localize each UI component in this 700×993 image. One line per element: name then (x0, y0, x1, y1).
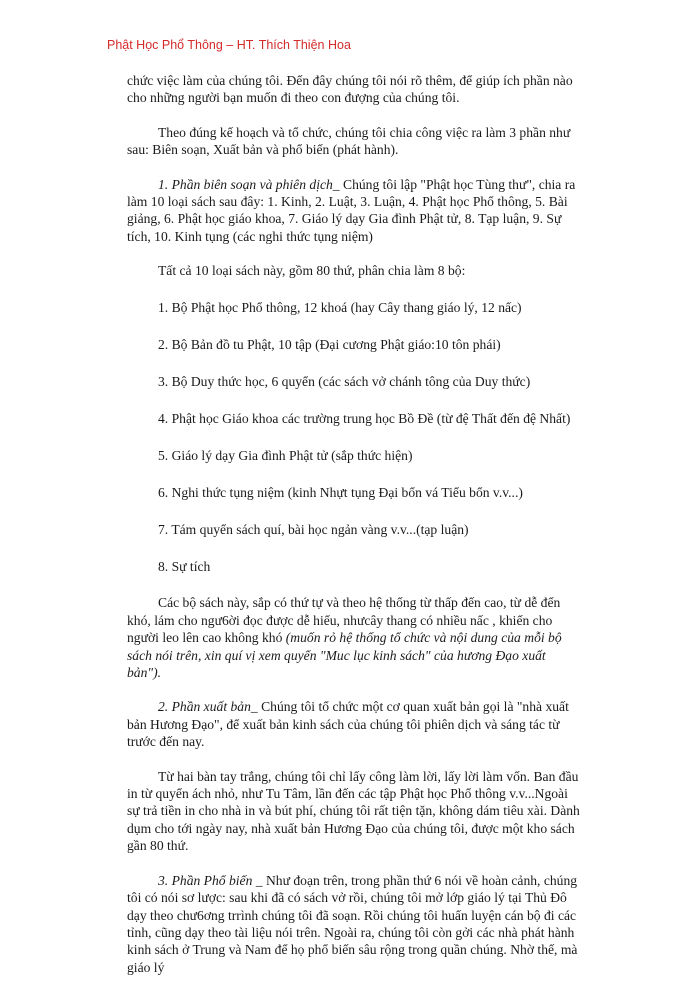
book-order-note: (muốn rỏ hệ thống tổ chức và nội dung của mỗi bộ sách nói trên, xin quí vị xem quyển "Muc lục kinh sách" của hương Đạo xuất bản"). (127, 630, 562, 681)
list-item: 8. Sự tích (158, 558, 211, 574)
list-item: 1. Bộ Phật học Phổ thông, 12 khoá (hay Cây thang giáo lý, 12 nấc) (158, 300, 522, 316)
section-1-heading: 1. Phần biên soạn và phiên dịch_ (158, 176, 340, 192)
paragraph-publishing-history: Từ hai bàn tay trắng, chúng tôi chỉ lấy công làm lời, lấy lời làm vốn. Ban đầu in từ quyển ách nhỏ, như Tu Tâm, lần đến các tập Phật học Phổ thông v.v...Ngoài sự trả tiền in cho nhà in và bút phí, chúng tôi rất tiện tặn, không dám tiêu xài. Dành dụm cho tới ngày nay, nhà xuất bản Hương Đạo của chúng tôi, được một kho sách gần 80 thứ. (127, 768, 580, 854)
paragraph-section-1 (127, 176, 582, 246)
list-item: 6. Nghi thức tụng niệm (kinh Nhựt tụng Đại bổn vá Tiểu bổn v.v...) (158, 484, 523, 500)
section-3-heading: 3. Phần Phổ biến (158, 872, 256, 888)
section-2-heading: 2. Phần xuất bản_ (158, 699, 258, 715)
paragraph-continuation: chức việc làm của chúng tôi. Đến đây chúng tôi nói rõ thêm, để giúp ích phần nào cho những người bạn muốn đi theo con đượng của chúng tôi. (127, 73, 573, 106)
list-item: 7. Tám quyển sách quí, bài học ngản vàng v.v...(tạp luận) (158, 521, 469, 537)
section-1-text: Chúng tôi lập "Phật học Tùng thư", chia ra làm 10 loại sách sau đây: 1. Kinh, 2. Luật, 3. Luận, 4. Phật học Phổ thông, 5. Bài giảng, 6. Phật học giáo khoa, 7. Giáo lý dạy Gia đình Phật tử, 8. Tạp luận, 9. Sự tích, 10. Kinh tụng (các nghi thức tụng niệm) (127, 176, 576, 244)
paragraph-book-order (127, 594, 582, 681)
paragraph-plan: Theo đúng kế hoạch và tổ chức, chúng tôi chia công việc ra làm 3 phần như sau: Biên soạn, Xuất bản và phổ biến (phát hành). (127, 124, 571, 158)
paragraph-section-2 (127, 698, 582, 750)
page-header: Phật Học Phổ Thông – HT. Thích Thiện Hoa (107, 38, 351, 52)
list-item: 2. Bộ Bản đồ tu Phật, 10 tập (Đại cương Phật giáo:10 tôn phái) (158, 337, 501, 353)
book-order-text: Các bộ sách này, sắp có thứ tự và theo hệ thống từ thấp đến cao, từ dễ đến khó, lám cho ngư6ời đọc được dễ hiểu, nhưcây thang có nhiều nấc , khiến cho người leo lên cao không khó (127, 595, 561, 646)
section-3-text: _ Như đoạn trên, trong phần thứ 6 nói về hoàn cảnh, chúng tôi có nói sơ lược: sau khi đã có sách vở rồi, chúng tôi mở lớp giáo lý tại Thủ Đô dạy theo chư6ơng trrình chúng tôi đã soạn. Rồi chúng tôi huấn luyện cán bộ đi các tỉnh, cũng dạy theo tài liệu nói trên. Ngoài ra, chúng tôi còn gởi các nhà phát hành kinh sách ở Trung và Nam để họ phổ biến sâu rộng trong quần chúng. Nhờ thế, mà giáo lý (127, 872, 578, 975)
paragraph-section-3 (127, 872, 582, 976)
document-body (127, 72, 582, 993)
section-2-text: Chúng tôi tổ chức một cơ quan xuất bản gọi là "nhà xuất bản Hương Đạo", để xuất bản kinh sách của chúng tôi phiên dịch và sáng tác từ trước đến nay. (127, 699, 569, 750)
list-item: 4. Phật học Giáo khoa các trường trung học Bồ Đề (từ đệ Thất đến đệ Nhất) (158, 410, 571, 426)
list-item: 3. Bộ Duy thức học, 6 quyển (các sách vở chánh tông của Duy thức) (158, 373, 531, 389)
list-item: 5. Giáo lý dạy Gia đình Phật tử (sắp thức hiện) (158, 447, 413, 463)
paragraph-summary: Tất cả 10 loại sách này, gồm 80 thứ, phân chia làm 8 bộ: (158, 263, 466, 279)
